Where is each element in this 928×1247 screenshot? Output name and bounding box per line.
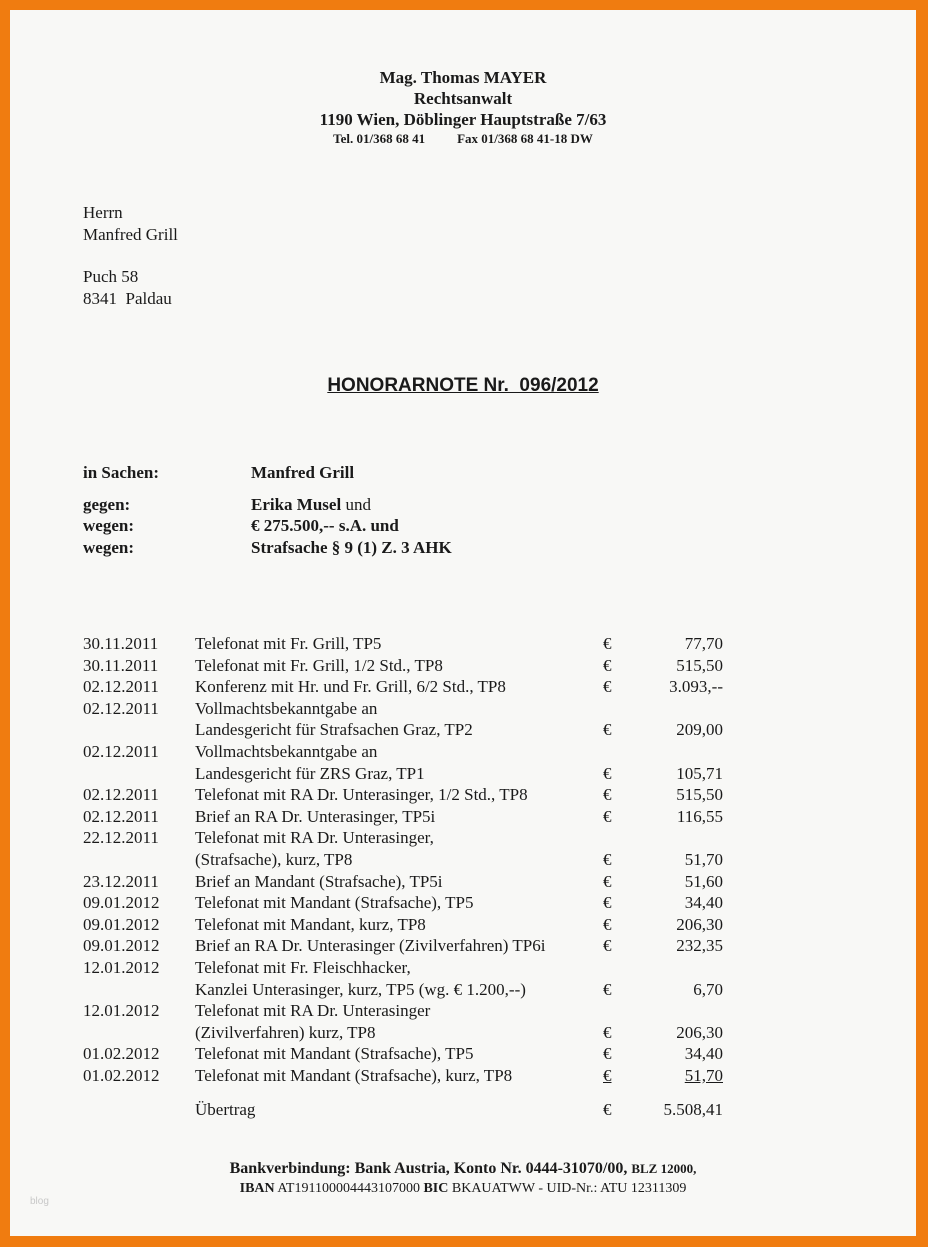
entry-row — [83, 1022, 723, 1044]
currency-blank — [603, 957, 643, 979]
fee-entries — [83, 633, 723, 1121]
amount-blank — [643, 698, 723, 720]
case-label: wegen: — [83, 516, 134, 535]
entry-description: Landesgericht für Strafsachen Graz, TP2 — [195, 720, 473, 740]
entry-row — [83, 806, 723, 828]
currency-symbol: € — [603, 720, 612, 740]
case-value-text: Erika Musel — [251, 494, 342, 514]
entry-description: Telefonat mit Mandant, kurz, TP8 — [195, 914, 426, 934]
blz: BLZ 12000, — [631, 1161, 697, 1176]
entry-description: Kanzlei Unterasinger, kurz, TP5 (wg. € 1.200,--) — [195, 979, 526, 999]
currency-symbol: € — [603, 1022, 612, 1042]
entry-row — [83, 698, 723, 720]
entry-description: Telefonat mit RA Dr. Unterasinger, 1/2 Std., TP8 — [195, 785, 528, 805]
currency-symbol: € — [603, 1044, 612, 1064]
recipient-city: 8341 Paldau — [83, 289, 172, 308]
entry-date: 23.12.2011 — [83, 871, 159, 891]
currency-symbol: € — [603, 936, 612, 956]
bic-label: BIC — [423, 1181, 449, 1196]
entry-date: 09.01.2012 — [83, 893, 160, 913]
entry-amount: 209,00 — [676, 720, 723, 740]
carryover-label: Übertrag — [195, 1100, 256, 1120]
entry-description: Brief an RA Dr. Unterasinger, TP5i — [195, 806, 436, 826]
currency-blank — [603, 698, 643, 720]
lawyer-profession: Rechtsanwalt — [413, 89, 513, 108]
recipient-address — [83, 202, 178, 310]
iban-label: IBAN — [239, 1181, 275, 1196]
entry-description: Vollmachtsbekanntgabe an — [195, 741, 378, 761]
entry-date: 12.01.2012 — [83, 957, 160, 977]
entry-date: 30.11.2011 — [83, 655, 159, 675]
currency-symbol: € — [603, 1065, 612, 1085]
entry-description: Telefonat mit RA Dr. Unterasinger, — [195, 828, 434, 848]
entry-description: Telefonat mit Mandant (Strafsache), TP5 — [195, 1044, 474, 1064]
entry-date: 02.12.2011 — [83, 677, 159, 697]
entry-date: 09.01.2012 — [83, 914, 160, 934]
case-value — [251, 494, 371, 516]
case-value — [251, 537, 452, 559]
entry-row — [83, 784, 723, 806]
entry-date: 09.01.2012 — [83, 936, 160, 956]
entry-amount: 51,70 — [684, 849, 723, 869]
entry-date-blank — [83, 849, 195, 871]
case-value-text: Manfred Grill — [251, 463, 355, 482]
entry-date: 12.01.2012 — [83, 1001, 160, 1021]
entry-description: Landesgericht für ZRS Graz, TP1 — [195, 763, 425, 783]
entry-row — [83, 849, 723, 871]
bank-details — [10, 1159, 916, 1199]
currency-symbol: € — [603, 849, 612, 869]
entry-row — [83, 827, 723, 849]
entry-row — [83, 1043, 723, 1065]
entry-date: 01.02.2012 — [83, 1065, 160, 1085]
entry-row — [83, 676, 723, 698]
entry-amount: 206,30 — [676, 1022, 723, 1042]
entry-row — [83, 1065, 723, 1087]
spacer — [83, 1099, 195, 1121]
bank-line: Bankverbindung: Bank Austria, Konto Nr. 0444-31070/00, — [229, 1160, 628, 1177]
amount-blank — [643, 741, 723, 763]
entry-date-blank — [83, 979, 195, 1001]
entry-amount: 34,40 — [684, 893, 723, 913]
case-label: in Sachen: — [83, 463, 160, 482]
entry-row — [83, 871, 723, 893]
entry-date-blank — [83, 719, 195, 741]
entry-row — [83, 741, 723, 763]
currency-symbol: € — [603, 1100, 612, 1120]
entry-description: Telefonat mit Fr. Fleischhacker, — [195, 957, 411, 977]
entry-row — [83, 719, 723, 741]
document-title: HONORARNOTE Nr. 096/2012 — [327, 375, 599, 396]
lawyer-address: 1190 Wien, Döblinger Hauptstraße 7/63 — [319, 110, 607, 129]
case-value — [251, 515, 399, 537]
recipient-name: Manfred Grill — [83, 225, 178, 244]
currency-symbol: € — [603, 785, 612, 805]
entry-amount: 206,30 — [676, 914, 723, 934]
entry-amount: 77,70 — [684, 634, 723, 653]
entry-description: Konferenz mit Hr. und Fr. Grill, 6/2 Std., TP8 — [195, 677, 506, 697]
entry-row — [83, 892, 723, 914]
entry-description: (Strafsache), kurz, TP8 — [195, 849, 353, 869]
amount-blank — [643, 827, 723, 849]
case-label: wegen: — [83, 537, 134, 557]
entry-row — [83, 979, 723, 1001]
entry-date-blank — [83, 1022, 195, 1044]
entry-amount: 34,40 — [684, 1044, 723, 1064]
carryover-row — [83, 1099, 723, 1121]
entry-description: Telefonat mit Mandant (Strafsache), kurz, TP8 — [195, 1065, 513, 1085]
case-value-text: Strafsache § 9 (1) Z. 3 AHK — [251, 537, 452, 557]
entry-date: 02.12.2011 — [83, 806, 159, 826]
entry-description: Telefonat mit Fr. Grill, TP5 — [195, 634, 382, 653]
currency-symbol: € — [603, 634, 612, 653]
currency-symbol: € — [603, 763, 612, 783]
case-info — [83, 462, 452, 558]
letterhead — [10, 67, 916, 148]
entry-amount: 3.093,-- — [669, 677, 723, 697]
entry-description: Brief an Mandant (Strafsache), TP5i — [195, 871, 443, 891]
case-value-suffix: und — [341, 494, 371, 514]
contact-line — [10, 130, 916, 148]
entry-amount: 6,70 — [693, 979, 723, 999]
entry-row — [83, 763, 723, 785]
entry-description: (Zivilverfahren) kurz, TP8 — [195, 1022, 376, 1042]
entry-amount: 105,71 — [676, 763, 723, 783]
recipient-salutation: Herrn — [83, 203, 123, 222]
fax: Fax 01/368 68 41-18 DW — [457, 131, 593, 146]
entry-date: 01.02.2012 — [83, 1044, 160, 1064]
entry-amount: 515,50 — [676, 785, 723, 805]
entry-date: 30.11.2011 — [83, 634, 159, 653]
currency-blank — [603, 1000, 643, 1022]
entry-row — [83, 655, 723, 677]
case-label: gegen: — [83, 494, 131, 514]
entry-date: 02.12.2011 — [83, 785, 159, 805]
letter-page — [10, 10, 916, 1236]
case-value-text: € 275.500,-- s.A. und — [251, 516, 399, 535]
entry-description: Brief an RA Dr. Unterasinger (Zivilverfahren) TP6i — [195, 936, 546, 956]
entry-description: Vollmachtsbekanntgabe an — [195, 698, 378, 718]
entry-row — [83, 1000, 723, 1022]
case-value — [251, 462, 354, 484]
entry-row — [83, 935, 723, 957]
currency-blank — [603, 741, 643, 763]
entry-description: Telefonat mit RA Dr. Unterasinger — [195, 1001, 431, 1021]
entry-date: 02.12.2011 — [83, 741, 159, 761]
currency-symbol: € — [603, 893, 612, 913]
recipient-street: Puch 58 — [83, 267, 139, 286]
entry-date: 02.12.2011 — [83, 698, 159, 718]
iban: AT191100004443107000 — [277, 1181, 420, 1196]
currency-symbol: € — [603, 806, 612, 826]
entry-amount: 515,50 — [676, 655, 723, 675]
currency-symbol: € — [603, 677, 612, 697]
entry-row — [83, 633, 723, 655]
case-row — [83, 515, 452, 537]
entry-amount: 116,55 — [676, 806, 723, 826]
case-row — [83, 537, 452, 559]
bic: BKAUATWW - UID-Nr.: ATU 12311309 — [451, 1181, 687, 1196]
entry-amount: 51,60 — [684, 871, 723, 891]
watermark: blog — [30, 1196, 49, 1207]
currency-symbol: € — [603, 914, 612, 934]
entry-description: Telefonat mit Fr. Grill, 1/2 Std., TP8 — [195, 655, 443, 675]
amount-blank — [643, 1000, 723, 1022]
currency-symbol: € — [603, 979, 612, 999]
entry-amount: 232,35 — [676, 936, 723, 956]
entry-description: Telefonat mit Mandant (Strafsache), TP5 — [195, 893, 474, 913]
carryover-amount: 5.508,41 — [663, 1100, 723, 1120]
currency-symbol: € — [603, 871, 612, 891]
entry-row — [83, 914, 723, 936]
entry-date: 22.12.2011 — [83, 828, 159, 848]
entry-amount: 51,70 — [684, 1065, 723, 1085]
entry-date-blank — [83, 763, 195, 785]
entry-row — [83, 957, 723, 979]
amount-blank — [643, 957, 723, 979]
case-row — [83, 494, 452, 516]
tel: Tel. 01/368 68 41 — [333, 131, 426, 146]
currency-blank — [603, 827, 643, 849]
case-row — [83, 462, 452, 484]
currency-symbol: € — [603, 655, 612, 675]
lawyer-name: Mag. Thomas MAYER — [379, 68, 547, 87]
